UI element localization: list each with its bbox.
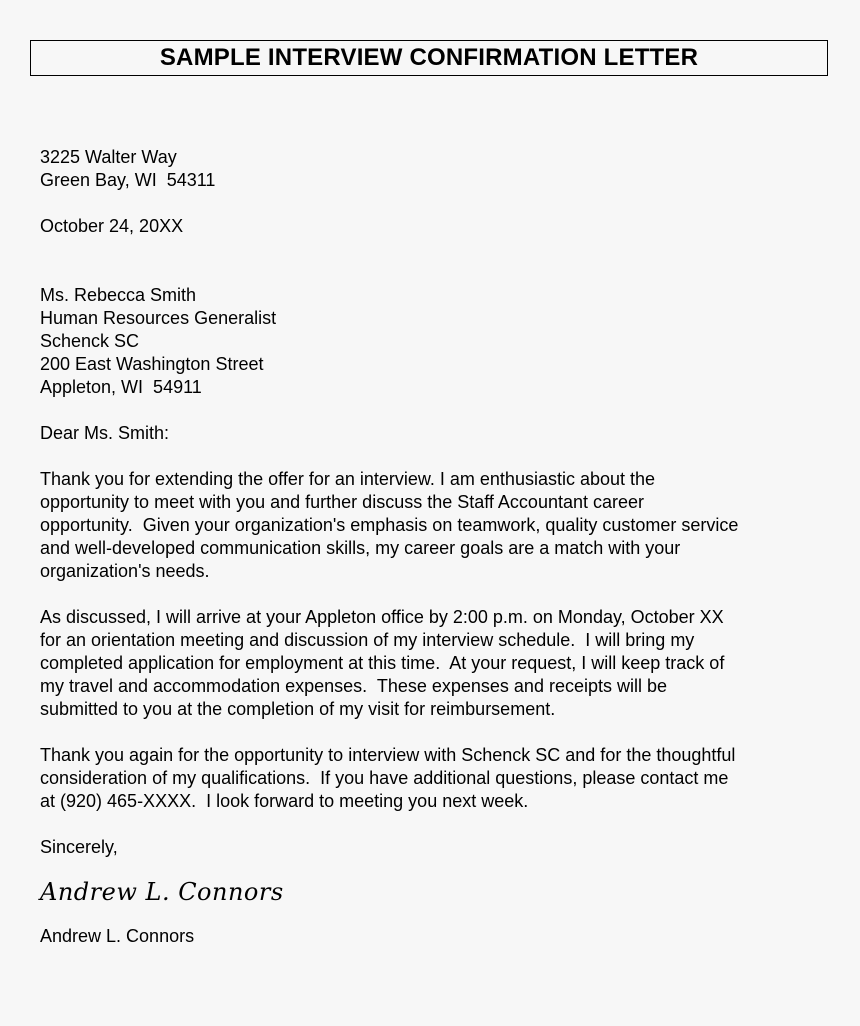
paragraph-3 [40,744,830,813]
signature: Andrew L. Connors [40,878,284,906]
recipient-line: Appleton, WI 54911 [40,377,202,397]
paragraph-line: completed application for employment at this time. At your request, I will keep track of [40,653,725,673]
paragraph-line: opportunity. Given your organization's emphasis on teamwork, quality customer service [40,515,739,535]
document-title: SAMPLE INTERVIEW CONFIRMATION LETTER [159,44,699,71]
paragraph-line: for an orientation meeting and discussion of my interview schedule. I will bring my [40,630,695,650]
title-box [30,40,828,76]
salutation: Dear Ms. Smith: [40,423,170,443]
paragraph-2 [40,606,830,721]
paragraph-line: Thank you again for the opportunity to interview with Schenck SC and for the thoughtful [40,745,736,765]
paragraph-line: at (920) 465-XXXX. I look forward to meeting you next week. [40,791,529,811]
recipient-line: Ms. Rebecca Smith [40,285,197,305]
paragraph-line: Thank you for extending the offer for an interview. I am enthusiastic about the [40,469,656,489]
sender-address-line: Green Bay, WI 54311 [40,170,216,190]
closing: Sincerely, [40,837,118,857]
paragraph-line: submitted to you at the completion of my visit for reimbursement. [40,699,556,719]
sender-address-line: 3225 Walter Way [40,147,177,167]
recipient-address [40,284,830,399]
paragraph-line: organization's needs. [40,561,210,581]
paragraph-line: my travel and accommodation expenses. These expenses and receipts will be [40,676,668,696]
paragraph-line: As discussed, I will arrive at your Appleton office by 2:00 p.m. on Monday, October XX [40,607,724,627]
sender-address [40,146,830,192]
paragraph-1 [40,468,830,583]
paragraph-line: and well-developed communication skills, my career goals are a match with your [40,538,681,558]
paragraph-line: consideration of my qualifications. If you have additional questions, please contact me [40,768,729,788]
printed-name: Andrew L. Connors [40,926,195,946]
paragraph-line: opportunity to meet with you and further discuss the Staff Accountant career [40,492,645,512]
letter-date: October 24, 20XX [40,216,184,236]
letter-body [40,146,830,948]
recipient-line: Human Resources Generalist [40,308,277,328]
recipient-line: 200 East Washington Street [40,354,264,374]
recipient-line: Schenck SC [40,331,140,351]
